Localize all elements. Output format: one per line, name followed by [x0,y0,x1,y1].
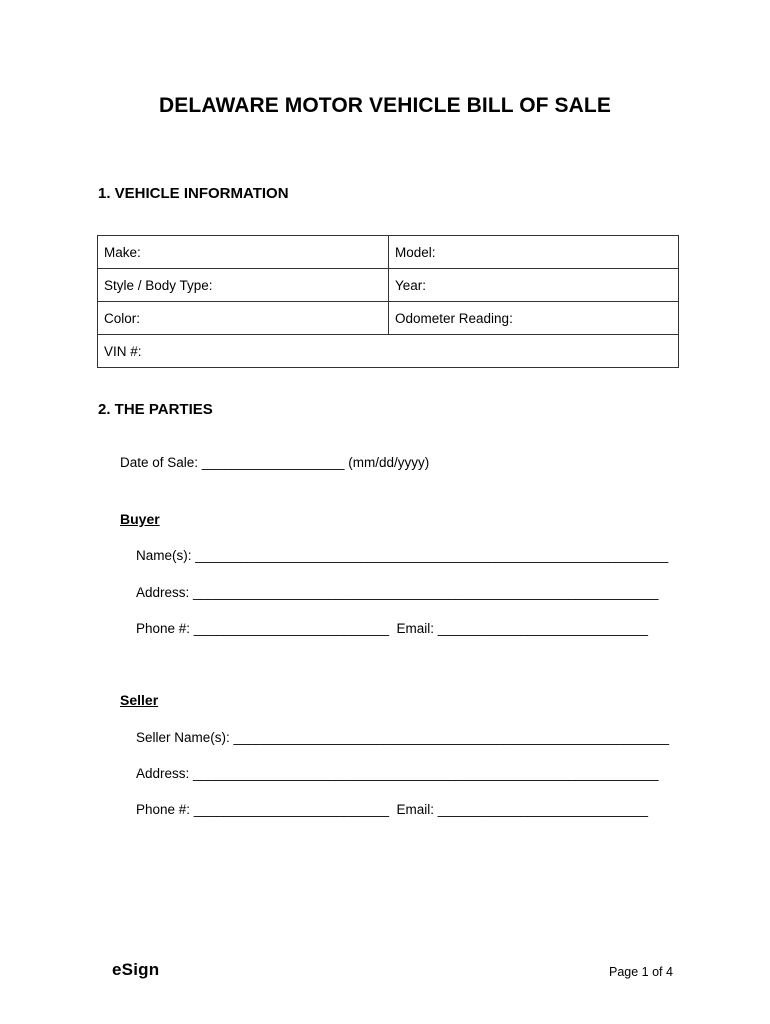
vin-field[interactable]: VIN #: [98,335,679,368]
table-row [98,269,679,302]
make-field[interactable]: Make: [98,236,389,269]
buyer-phone-email-line[interactable]: Phone #: __________________________ Email: ____________________________ [136,621,648,636]
odometer-reading-field[interactable]: Odometer Reading: [389,302,679,335]
seller-names-line[interactable]: Seller Name(s): __________________________________________________________ [136,730,669,745]
section-the-parties-heading: 2. THE PARTIES [98,401,213,418]
color-field[interactable]: Color: [98,302,389,335]
seller-heading: Seller [120,692,159,708]
seller-phone-email-line[interactable]: Phone #: __________________________ Email: ____________________________ [136,802,648,817]
section-vehicle-information-heading: 1. VEHICLE INFORMATION [98,185,289,202]
date-of-sale-line[interactable]: Date of Sale: ___________________ (mm/dd/yyyy) [120,455,430,470]
model-field[interactable]: Model: [389,236,679,269]
esign-logo: eSign [112,960,160,979]
vehicle-information-table [97,235,679,368]
table-row [98,236,679,269]
buyer-names-line[interactable]: Name(s): _______________________________________________________________ [136,548,669,563]
page-number: Page 1 of 4 [609,965,673,979]
buyer-heading: Buyer [120,511,160,527]
buyer-address-line[interactable]: Address: ______________________________________________________________ [136,585,659,600]
seller-address-line[interactable]: Address: ______________________________________________________________ [136,766,659,781]
table-row [98,335,679,368]
document-title: DELAWARE MOTOR VEHICLE BILL OF SALE [159,94,611,117]
table-row [98,302,679,335]
year-field[interactable]: Year: [389,269,679,302]
style-body-type-field[interactable]: Style / Body Type: [98,269,389,302]
